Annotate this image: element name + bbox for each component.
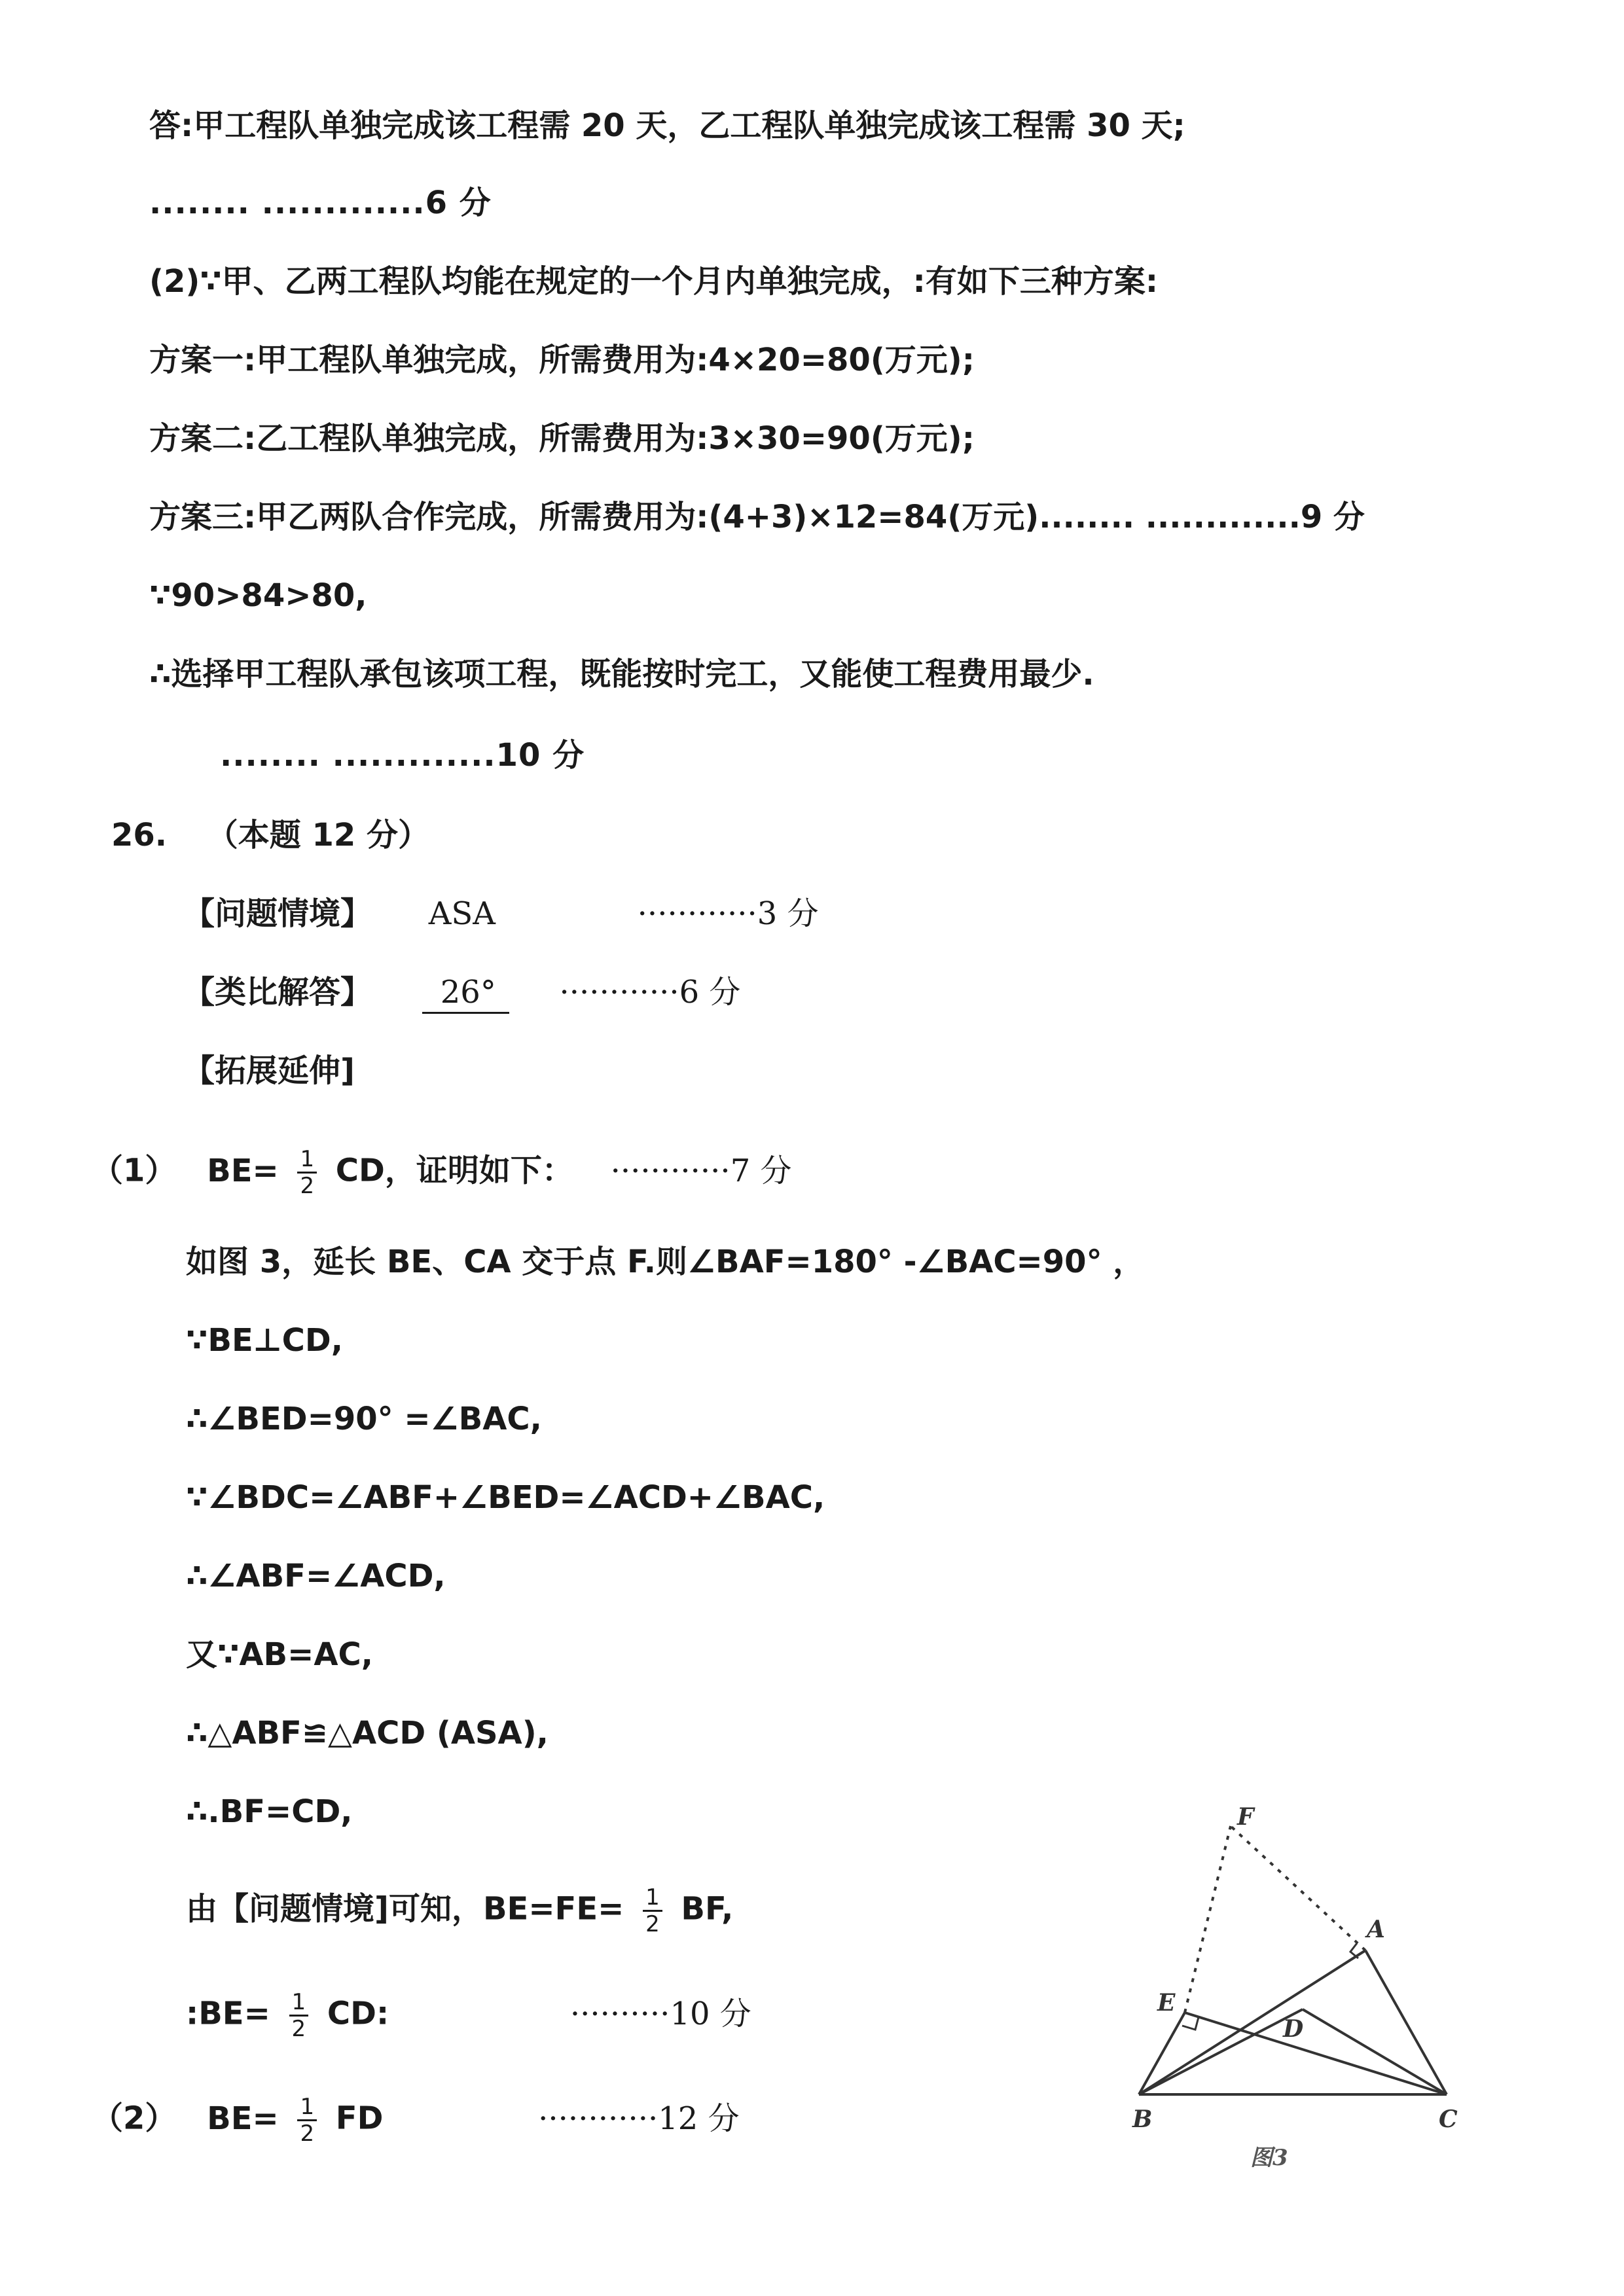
fraction-denominator: 2 — [291, 2016, 306, 2042]
score-10: ........ .............10 分 — [220, 737, 585, 774]
proof-line-10-score: ··········10 分 — [569, 1995, 751, 2032]
part1-be: BE= — [207, 1152, 279, 1189]
label-e: E — [1157, 1989, 1176, 2017]
proof-line-9-post: BF, — [681, 1890, 734, 1928]
segment-af-dashed — [1231, 1826, 1365, 1950]
part2-intro: (2)∵甲、乙两工程队均能在规定的一个月内单独完成，:有如下三种方案: — [149, 263, 1159, 300]
label-c: C — [1439, 2106, 1458, 2133]
right-angle-a — [1350, 1943, 1358, 1958]
fraction-numerator: 1 — [289, 1990, 309, 2017]
plan-3: 方案三:甲乙两队合作完成，所需费用为:(4+3)×12=84(万元)........ .............9 分 — [149, 499, 1365, 535]
proof-line-9 — [186, 1885, 733, 1937]
proof-line-1: 如图 3，延长 BE、CA 交于点 F.则∠BAF=180° -∠BAC=90° ， — [186, 1244, 1145, 1280]
part2-row — [92, 2094, 740, 2146]
right-angle-e — [1182, 2017, 1199, 2030]
proof-line-4: ∵∠BDC=∠ABF+∠BED=∠ACD+∠BAC, — [186, 1479, 825, 1516]
situation-label: 【问题情境】 — [183, 895, 372, 932]
fraction-numerator: 1 — [297, 2094, 317, 2121]
part1-label: （1） — [92, 1152, 177, 1189]
part1-row — [92, 1147, 792, 1198]
question-26-header — [111, 816, 429, 855]
segment-ba — [1139, 1950, 1365, 2094]
plan-2: 方案二:乙工程队单独完成，所需费用为:3×30=90(万元); — [149, 420, 975, 457]
proof-line-2: ∵BE⊥CD, — [186, 1322, 343, 1359]
score-6: ........ .............6 分 — [149, 185, 492, 221]
extension-label: 【拓展延伸] — [183, 1052, 355, 1089]
question-number: 26. — [111, 817, 168, 853]
question-points: （本题 12 分） — [206, 817, 429, 853]
part2-score: ············12 分 — [538, 2100, 740, 2137]
proof-line-8: ∴.BF=CD, — [186, 1793, 353, 1830]
fraction-numerator: 1 — [643, 1885, 662, 1912]
fraction-denominator: 2 — [645, 1911, 660, 1937]
part2-label: （2） — [92, 2100, 177, 2137]
label-d: D — [1283, 2015, 1304, 2043]
segment-dc — [1303, 2009, 1447, 2094]
segment-ef-dashed — [1185, 1826, 1231, 2013]
proof-line-6: 又∵AB=AC, — [186, 1636, 373, 1673]
half-fraction — [297, 2094, 317, 2146]
part2-be: BE= — [207, 2100, 279, 2137]
label-b: B — [1132, 2106, 1153, 2133]
fraction-numerator: 1 — [297, 1147, 317, 1174]
situation-score: ············3 分 — [637, 895, 819, 932]
figure-caption: 图3 — [1250, 2145, 1288, 2171]
proof-line-10 — [186, 1990, 751, 2041]
label-a: A — [1367, 1916, 1385, 1943]
proof-line-5: ∴∠ABF=∠ACD, — [186, 1558, 446, 1594]
proof-line-10-post: CD: — [327, 1995, 389, 2032]
half-fraction — [643, 1885, 662, 1937]
analogy-row — [183, 973, 740, 1014]
fraction-denominator: 2 — [300, 2121, 315, 2147]
answer-line: 答:甲工程队单独完成该工程需 20 天，乙工程队单独完成该工程需 30 天; — [149, 107, 1185, 144]
fraction-denominator: 2 — [300, 1173, 315, 1199]
proof-line-10-pre: :BE= — [186, 1995, 270, 2032]
part1-score: ············7 分 — [610, 1152, 792, 1189]
situation-row — [183, 894, 819, 933]
analogy-score: ············6 分 — [559, 974, 741, 1011]
plan-1: 方案一:甲工程队单独完成，所需费用为:4×20=80(万元); — [149, 342, 975, 378]
part2-fd: FD — [335, 2100, 384, 2137]
figure-3 — [1100, 1806, 1506, 2173]
compare-line: ∵90>84>80, — [149, 577, 367, 614]
proof-line-9-pre: 由【问题情境]可知，BE=FE= — [186, 1890, 624, 1928]
conclusion-line: ∴选择甲工程队承包该项工程，既能按时完工，又能使工程费用最少. — [149, 656, 1094, 692]
half-fraction — [289, 1990, 309, 2041]
analogy-label: 【类比解答】 — [183, 974, 372, 1011]
situation-answer: ASA — [428, 895, 496, 932]
half-fraction — [297, 1147, 317, 1198]
label-f: F — [1237, 1806, 1254, 1831]
proof-line-3: ∴∠BED=90° =∠BAC, — [186, 1401, 542, 1437]
analogy-answer: 26° — [422, 973, 509, 1014]
proof-line-7: ∴△ABF≌△ACD (ASA), — [186, 1715, 549, 1751]
part1-cd: CD，证明如下： — [335, 1152, 573, 1189]
